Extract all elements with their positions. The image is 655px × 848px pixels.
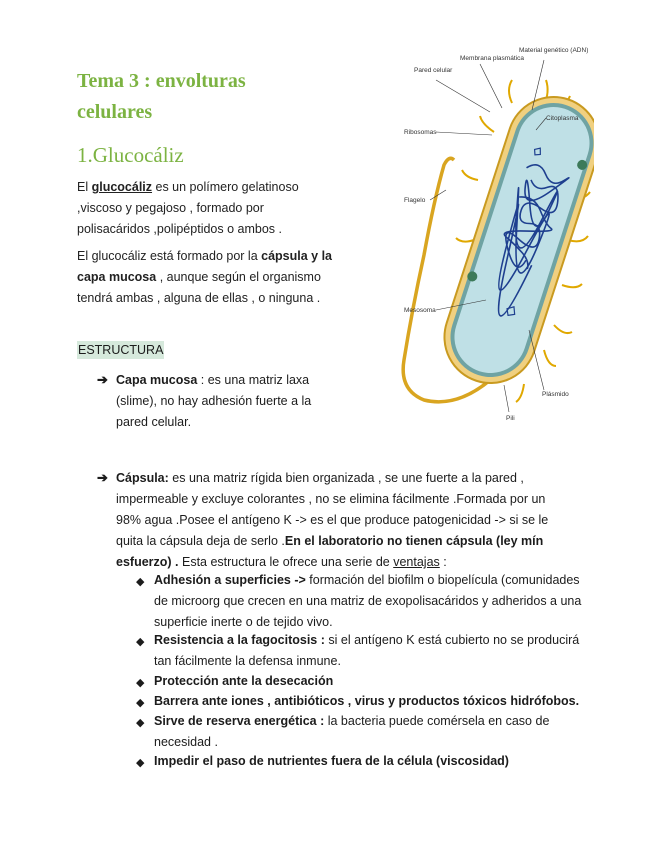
sb0-bold: Adhesión a superficies ->	[154, 573, 306, 587]
label-pili: Pili	[506, 415, 515, 422]
paragraph-glucocaliz-definition	[77, 177, 335, 240]
subbullet-fagocitosis	[154, 630, 594, 672]
subbullet-barrera	[154, 691, 594, 712]
diamond-bullet-icon: ◆	[136, 697, 145, 709]
p2-post: , aunque según el organismo tendrá ambas , alguna de ellas , o ninguna .	[77, 270, 321, 305]
p1-pre: El	[77, 180, 92, 194]
p1-post: es un polímero gelatinoso ,viscoso y pegajoso , formado por polisacáridos ,polipéptidos o ambos .	[77, 180, 299, 236]
sb0-text: formación del biofilm o biopelícula (comunidades de microorg que crecen en una matriz de exopolisacáridos y adheridos a una superficie inerte o de tejido vivo.	[154, 573, 582, 629]
subbullet-reserva	[154, 711, 594, 753]
b2-bold2: En el laboratorio no tienen cápsula (ley mín esfuerzo) .	[116, 534, 544, 569]
sb1-bold: Resistencia a la fagocitosis :	[154, 633, 325, 647]
b1-bold: Capa mucosa	[116, 373, 198, 387]
subbullet-nutrientes	[154, 751, 594, 772]
bacterium-diagram	[394, 40, 594, 425]
b2-underline: ventajas	[393, 555, 440, 569]
bullet-capa-mucosa	[116, 370, 326, 433]
label-membrana: Membrana plasmática	[460, 55, 524, 62]
arrow-bullet-icon: ➔	[97, 470, 108, 485]
diamond-bullet-icon: ◆	[136, 717, 145, 729]
subbullet-desecacion	[154, 671, 594, 692]
label-mesosoma: Mesosoma	[404, 307, 436, 314]
sb5-bold: Impedir el paso de nutrientes fuera de la célula (viscosidad)	[154, 754, 509, 768]
label-ribosomas: Ribosomas	[404, 129, 437, 136]
arrow-bullet-icon: ➔	[97, 372, 108, 387]
label-material: Material genético (ADN)	[519, 47, 589, 54]
sb2-bold: Protección ante la desecación	[154, 674, 334, 688]
b2-text1: es una matriz rígida bien organizada , se une fuerte a la pared , impermeable y excluye colorantes , no se elimina fácilmente .Formada por un 98% agua .Posee el antígeno K -> es el que produce patogenicidad -> si se le quita la cápsula deja de serlo .	[116, 471, 549, 548]
p2-pre: El glucocáliz está formado por la	[77, 249, 262, 263]
diamond-bullet-icon: ◆	[136, 677, 145, 689]
sb1-text: si el antígeno K está cubierto no se producirá tan fácilmente la defensa inmune.	[154, 633, 580, 668]
diamond-bullet-icon: ◆	[136, 576, 145, 588]
sb3-bold: Barrera ante iones , antibióticos , virus y productos tóxicos hidrófobos.	[154, 694, 580, 708]
b2-bold: Cápsula:	[116, 471, 169, 485]
label-pared: Pared celular	[414, 67, 453, 74]
diamond-bullet-icon: ◆	[136, 636, 145, 648]
p2-bold: cápsula y la capa mucosa	[77, 249, 332, 284]
diamond-bullet-icon: ◆	[136, 757, 145, 769]
bullet-capsula	[116, 468, 566, 573]
subbullet-adhesion	[154, 570, 594, 633]
b2-text3: :	[439, 555, 447, 569]
estructura-label: ESTRUCTURA	[78, 343, 164, 357]
page-title: Tema 3 : envolturas celulares	[77, 70, 246, 123]
sb4-bold: Sirve de reserva energética :	[154, 714, 325, 728]
p1-term: glucocáliz	[91, 180, 153, 194]
b2-text2: Esta estructura le ofrece una serie de	[178, 555, 394, 569]
label-plasmido: Plásmido	[542, 391, 569, 398]
label-flagelo: Flagelo	[404, 197, 426, 204]
label-citoplasma: Citoplasma	[546, 115, 579, 122]
sb4-text: la bacteria puede comérsela en caso de necesidad .	[154, 714, 550, 749]
section-heading: 1.Glucocáliz	[77, 143, 184, 167]
b1-text: : es una matriz laxa (slime), no hay adhesión fuerte a la pared celular.	[116, 373, 312, 429]
paragraph-glucocaliz-composition	[77, 246, 339, 309]
